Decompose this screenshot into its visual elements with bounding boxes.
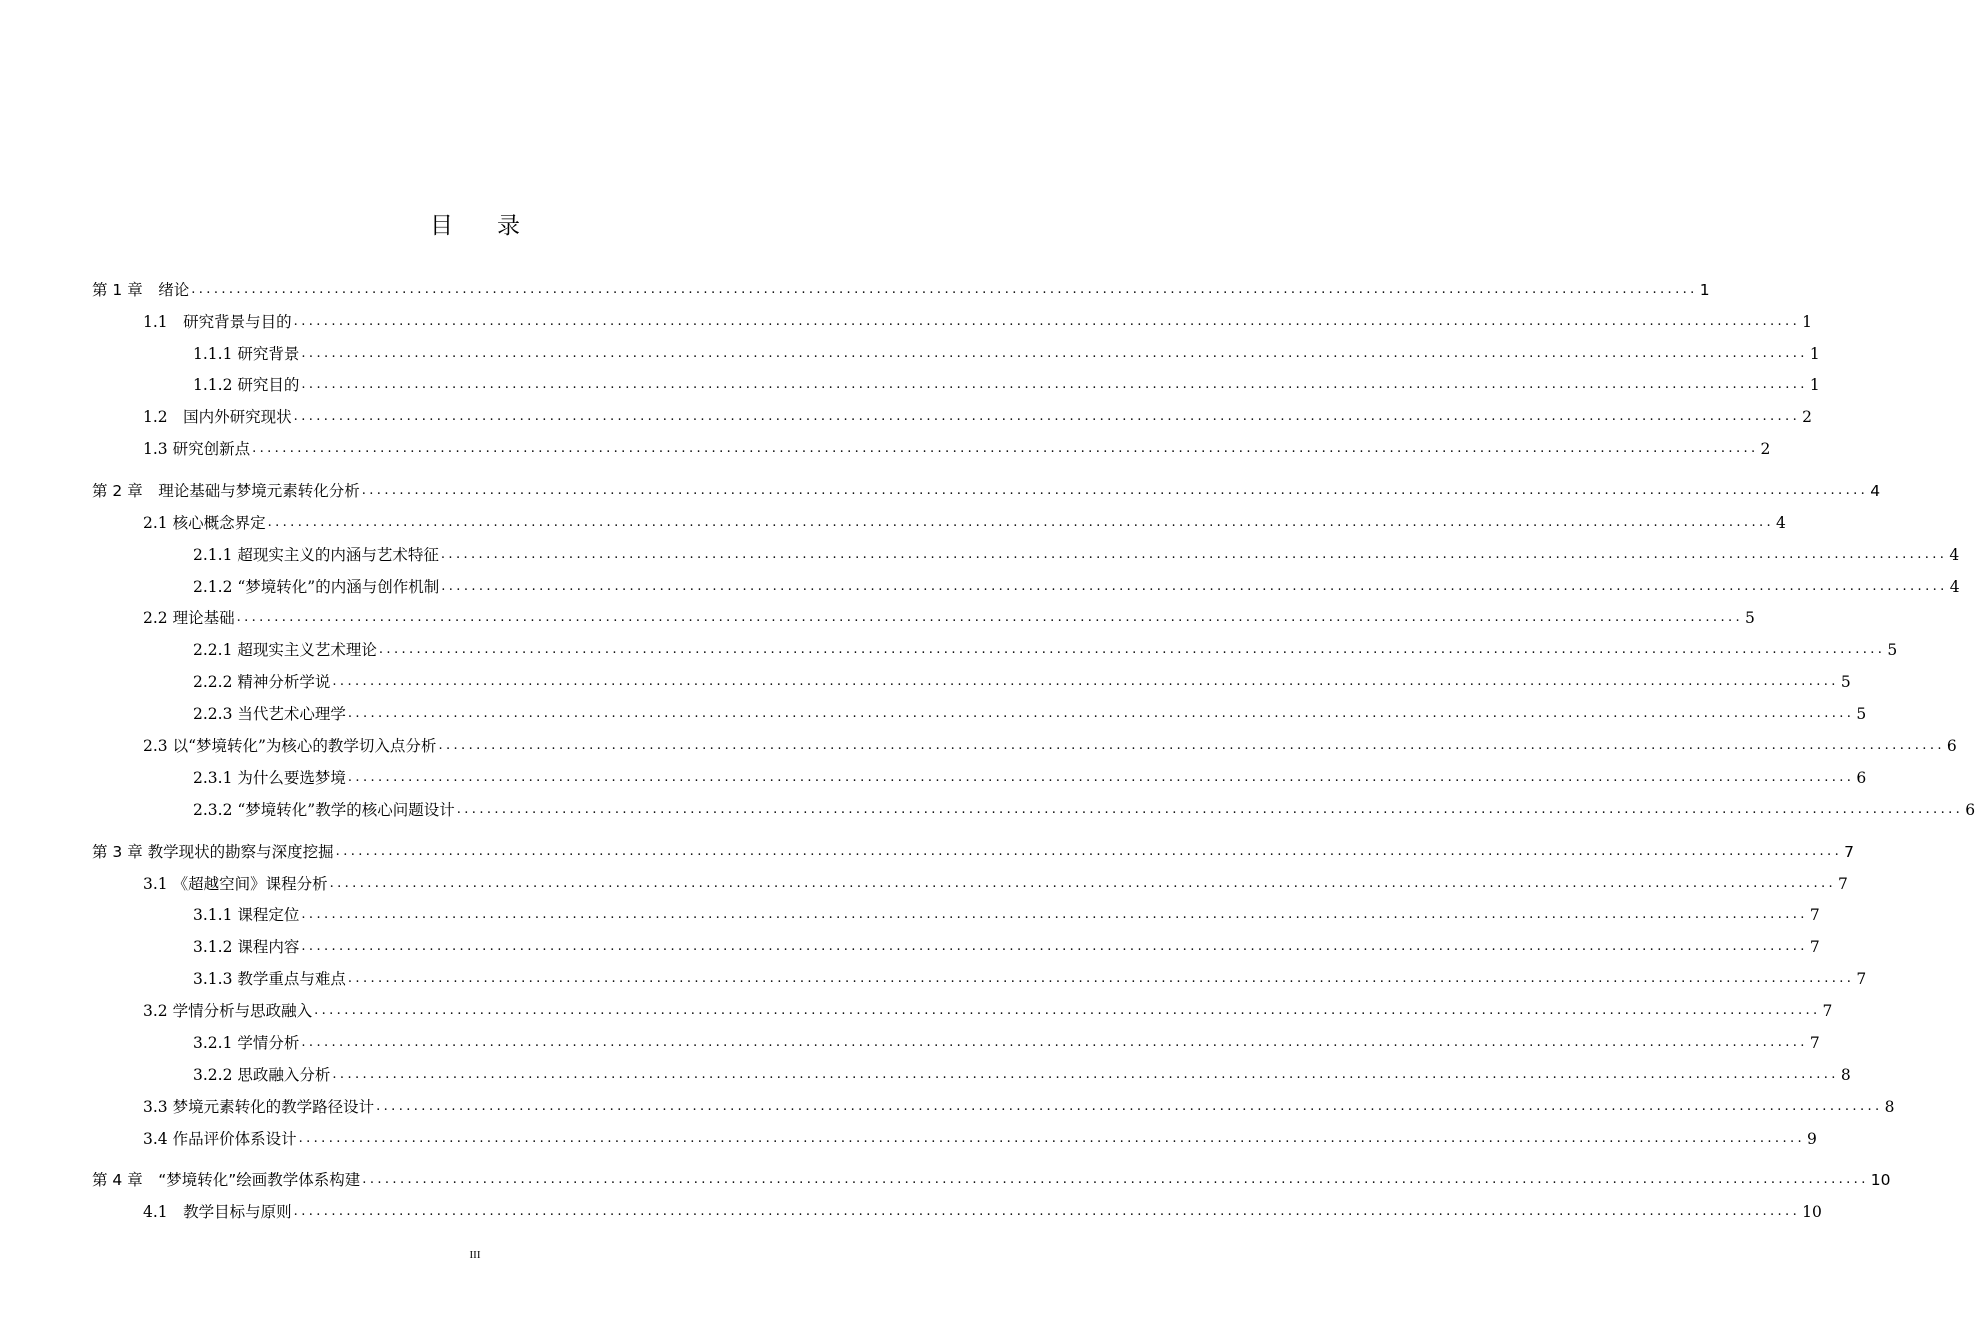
dot-leader: ........................................................................................................................................................................................................ <box>332 674 1839 689</box>
toc-entry-label: 2.3 以“梦境转化”为核心的教学切入点分析 <box>143 737 437 755</box>
dot-leader: ........................................................................................................................................................................................................ <box>376 1099 1883 1114</box>
toc-subsection-entry[interactable] <box>193 343 1820 365</box>
toc-entry-page-number: 5 <box>1856 705 1867 723</box>
toc-entry-label: 2.2.2 精神分析学说 <box>193 673 331 691</box>
toc-chapter-entry[interactable] <box>92 1169 1891 1191</box>
dot-leader: ........................................................................................................................................................................................................ <box>441 579 1948 594</box>
dot-leader: ........................................................................................................................................................................................................ <box>347 706 1855 721</box>
toc-entry-label: 2.1 核心概念界定 <box>143 514 266 532</box>
toc-section-entry[interactable] <box>143 1000 1833 1022</box>
toc-section-entry[interactable] <box>143 607 1755 629</box>
dot-leader: ........................................................................................................................................................................................................ <box>301 346 1808 361</box>
toc-section-entry[interactable] <box>143 1201 1822 1223</box>
toc-section-entry[interactable] <box>143 438 1771 460</box>
dot-leader: ........................................................................................................................................................................................................ <box>362 1172 1869 1187</box>
toc-chapter-entry[interactable] <box>92 279 1710 301</box>
toc-entry-label: 第 4 章 “梦境转化”绘画教学体系构建 <box>92 1171 361 1189</box>
toc-section-entry[interactable] <box>143 406 1812 428</box>
dot-leader: ........................................................................................................................................................................................................ <box>267 515 1775 530</box>
dot-leader: ........................................................................................................................................................................................................ <box>191 282 1698 297</box>
toc-chapter-entry[interactable] <box>92 480 1881 502</box>
dot-leader: ........................................................................................................................................................................................................ <box>314 1003 1821 1018</box>
dot-leader: ........................................................................................................................................................................................................ <box>298 1131 1806 1146</box>
toc-subsection-entry[interactable] <box>193 1064 1851 1086</box>
toc-entry-label: 2.1.2 “梦境转化”的内涵与创作机制 <box>193 578 440 596</box>
toc-entry-page-number: 4 <box>1870 482 1881 500</box>
dot-leader: ........................................................................................................................................................................................................ <box>335 844 1843 859</box>
dot-leader: ........................................................................................................................................................................................................ <box>456 802 1964 817</box>
toc-chapter-entry[interactable] <box>92 841 1854 863</box>
toc-entry-label: 1.1.1 研究背景 <box>193 345 300 363</box>
toc-entry-label: 2.1.1 超现实主义的内涵与艺术特征 <box>193 546 439 564</box>
toc-entry-page-number: 4 <box>1949 546 1960 564</box>
toc-entry-page-number: 1 <box>1809 376 1820 394</box>
dot-leader: ........................................................................................................................................................................................................ <box>293 409 1801 424</box>
toc-entry-page-number: 1 <box>1699 281 1710 299</box>
dot-leader: ........................................................................................................................................................................................................ <box>440 547 1948 562</box>
toc-entry-page-number: 7 <box>1809 1034 1820 1052</box>
toc-entry-label: 3.2.1 学情分析 <box>193 1034 300 1052</box>
toc-entry-label: 3.4 作品评价体系设计 <box>143 1130 297 1148</box>
toc-subsection-entry[interactable] <box>193 671 1851 693</box>
toc-entry-label: 第 2 章 理论基础与梦境元素转化分析 <box>92 482 360 500</box>
toc-subsection-entry[interactable] <box>193 904 1820 926</box>
page-number-footer: III <box>469 1249 481 1261</box>
toc-subsection-entry[interactable] <box>193 374 1820 396</box>
toc-entry-page-number: 7 <box>1809 938 1820 956</box>
toc-entry-label: 2.3.2 “梦境转化”教学的核心问题设计 <box>193 801 455 819</box>
toc-subsection-entry[interactable] <box>193 936 1820 958</box>
toc-entry-page-number: 4 <box>1776 514 1786 532</box>
toc-entry-page-number: 2 <box>1802 408 1812 426</box>
toc-entry-page-number: 7 <box>1856 970 1867 988</box>
toc-subsection-entry[interactable] <box>193 799 1975 821</box>
toc-entry-page-number: 5 <box>1887 641 1898 659</box>
toc-entry-label: 2.2.1 超现实主义艺术理论 <box>193 641 377 659</box>
toc-entry-page-number: 4 <box>1949 578 1960 596</box>
toc-section-entry[interactable] <box>143 311 1812 333</box>
toc-entry-page-number: 7 <box>1809 906 1820 924</box>
toc-subsection-entry[interactable] <box>193 639 1898 661</box>
toc-entry-label: 2.3.1 为什么要选梦境 <box>193 769 346 787</box>
toc-subsection-entry[interactable] <box>193 703 1867 725</box>
dot-leader: ........................................................................................................................................................................................................ <box>347 770 1855 785</box>
toc-entry-page-number: 1 <box>1802 313 1812 331</box>
dot-leader: ........................................................................................................................................................................................................ <box>347 971 1855 986</box>
dot-leader: ........................................................................................................................................................................................................ <box>252 441 1759 456</box>
toc-entry-label: 1.3 研究创新点 <box>143 440 251 458</box>
toc-entry-page-number: 1 <box>1809 345 1820 363</box>
toc-subsection-entry[interactable] <box>193 1032 1820 1054</box>
toc-entry-label: 1.2 国内外研究现状 <box>143 408 292 426</box>
dot-leader: ........................................................................................................................................................................................................ <box>301 907 1808 922</box>
dot-leader: ........................................................................................................................................................................................................ <box>293 1204 1801 1219</box>
toc-entry-page-number: 8 <box>1840 1066 1851 1084</box>
toc-subsection-entry[interactable] <box>193 544 1960 566</box>
toc-section-entry[interactable] <box>143 873 1848 895</box>
toc-entry-page-number: 2 <box>1760 440 1771 458</box>
toc-entry-label: 3.2.2 思政融入分析 <box>193 1066 331 1084</box>
page-title: 目录 <box>430 213 564 239</box>
toc-entry-page-number: 7 <box>1844 843 1854 861</box>
toc-section-entry[interactable] <box>143 512 1786 534</box>
dot-leader: ........................................................................................................................................................................................................ <box>293 314 1801 329</box>
toc-entry-page-number: 10 <box>1870 1171 1891 1189</box>
toc-entry-page-number: 10 <box>1802 1203 1822 1221</box>
toc-entry-label: 第 3 章 教学现状的勘察与深度挖掘 <box>92 843 334 861</box>
toc-entry-label: 3.3 梦境元素转化的教学路径设计 <box>143 1098 375 1116</box>
dot-leader: ........................................................................................................................................................................................................ <box>301 939 1808 954</box>
toc-entry-label: 3.2 学情分析与思政融入 <box>143 1002 313 1020</box>
toc-entry-label: 3.1.2 课程内容 <box>193 938 300 956</box>
toc-subsection-entry[interactable] <box>193 968 1867 990</box>
toc-entry-page-number: 6 <box>1965 801 1975 819</box>
dot-leader: ........................................................................................................................................................................................................ <box>361 483 1869 498</box>
dot-leader: ........................................................................................................................................................................................................ <box>378 642 1886 657</box>
toc-subsection-entry[interactable] <box>193 576 1960 598</box>
toc-entry-page-number: 7 <box>1822 1002 1833 1020</box>
toc-entry-label: 第 1 章 绪论 <box>92 281 190 299</box>
toc-entry-page-number: 8 <box>1884 1098 1895 1116</box>
toc-section-entry[interactable] <box>143 1128 1817 1150</box>
toc-entry-label: 3.1 《超越空间》课程分析 <box>143 875 328 893</box>
toc-entry-label: 2.2 理论基础 <box>143 609 235 627</box>
toc-entry-label: 3.1.3 教学重点与难点 <box>193 970 346 988</box>
dot-leader: ........................................................................................................................................................................................................ <box>301 377 1808 392</box>
toc-entry-label: 3.1.1 课程定位 <box>193 906 300 924</box>
toc-entry-label: 2.2.3 当代艺术心理学 <box>193 705 346 723</box>
toc-entry-page-number: 7 <box>1838 875 1848 893</box>
dot-leader: ........................................................................................................................................................................................................ <box>438 738 1945 753</box>
toc-entry-page-number: 9 <box>1807 1130 1817 1148</box>
toc-entry-page-number: 5 <box>1840 673 1851 691</box>
toc-section-entry[interactable] <box>143 735 1957 757</box>
toc-entry-label: 1.1.2 研究目的 <box>193 376 300 394</box>
toc-entry-label: 1.1 研究背景与目的 <box>143 313 292 331</box>
toc-subsection-entry[interactable] <box>193 767 1867 789</box>
dot-leader: ........................................................................................................................................................................................................ <box>236 610 1744 625</box>
toc-entry-page-number: 6 <box>1946 737 1957 755</box>
dot-leader: ........................................................................................................................................................................................................ <box>301 1035 1808 1050</box>
toc-entry-label: 4.1 教学目标与原则 <box>143 1203 292 1221</box>
toc-entry-page-number: 6 <box>1856 769 1867 787</box>
toc-entry-page-number: 5 <box>1745 609 1755 627</box>
dot-leader: ........................................................................................................................................................................................................ <box>332 1067 1839 1082</box>
dot-leader: ........................................................................................................................................................................................................ <box>329 876 1837 891</box>
toc-section-entry[interactable] <box>143 1096 1895 1118</box>
